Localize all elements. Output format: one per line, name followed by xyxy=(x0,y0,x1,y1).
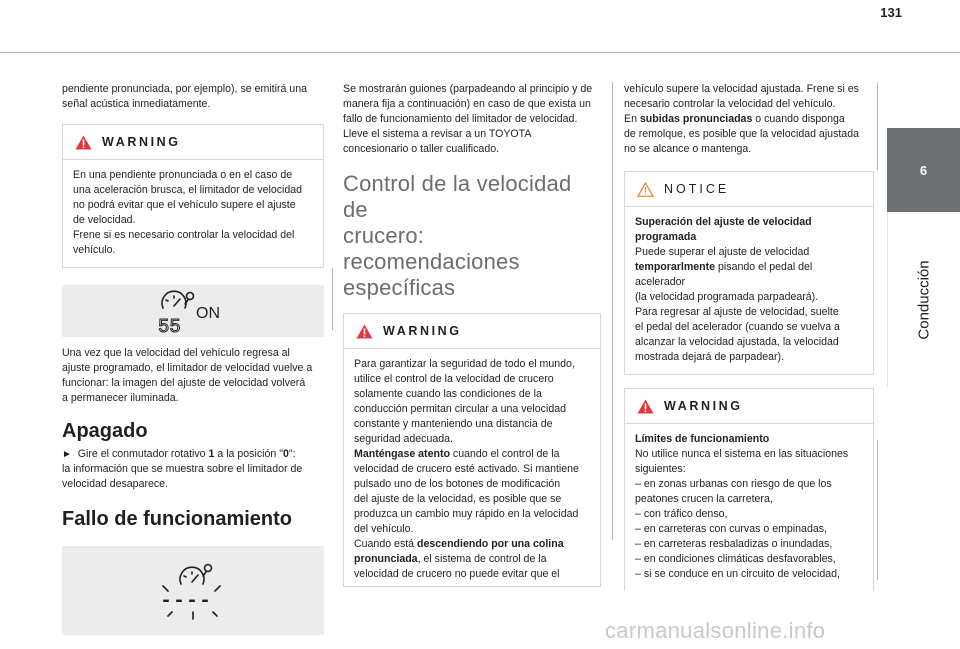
text-line: de remolque, es posible que la velocidad ajustada xyxy=(624,128,859,140)
warning-line: – en condiciones climáticas desfavorables, xyxy=(635,553,836,565)
bold-span: temporarlmente xyxy=(635,261,716,273)
text-span: Cuando está xyxy=(354,538,418,550)
notice-header xyxy=(625,172,873,207)
notice-line: Puede superar el ajuste de velocidad xyxy=(635,246,810,258)
text-line: ajuste programado, el limitador de velocidad vuelve a xyxy=(62,362,313,374)
text-span: En xyxy=(624,113,640,125)
bold-span: Límites de funcionamiento xyxy=(635,433,770,445)
notice-line: el pedal del acelerador (cuando se vuelva a xyxy=(635,321,840,333)
warning-heading xyxy=(635,432,863,447)
warning-triangle-icon xyxy=(356,324,373,339)
text-line: Una vez que la velocidad del vehículo regresa al xyxy=(62,347,290,359)
warning-header xyxy=(344,314,600,349)
warning-line xyxy=(354,552,590,567)
text-span: , el sistema de control de la xyxy=(417,553,547,565)
heading-fallo: Fallo de funcionamiento xyxy=(62,508,293,530)
bullet-arrow-icon: ► xyxy=(62,449,72,460)
notice-line: alcanzar la velocidad ajustada, la velocidad xyxy=(635,336,839,348)
column-2 xyxy=(343,82,601,587)
warning-line: del ajuste de la velocidad, es posible que se xyxy=(354,493,562,505)
page-number: 131 xyxy=(880,5,902,20)
warning-line: produzca un cambio muy rápido en la velocidad xyxy=(354,508,579,520)
column-divider xyxy=(877,82,878,170)
warning-triangle-icon xyxy=(637,399,654,414)
bold-span: pronunciada xyxy=(354,553,418,565)
warning-line: solamente cuando las condiciones de la xyxy=(354,388,542,400)
watermark: carmanualsonline.info xyxy=(605,618,826,643)
text-span: o cuando disponga xyxy=(752,113,845,125)
warning-header xyxy=(625,389,873,424)
column-divider xyxy=(332,268,333,330)
column-divider xyxy=(877,440,878,580)
text-line xyxy=(624,112,874,127)
warning-line xyxy=(354,537,590,552)
speedometer-fault-icon xyxy=(153,556,233,626)
speed-limiter-on-display xyxy=(62,285,324,337)
warning-box-limits xyxy=(624,388,874,591)
bold-span: Superación del ajuste de velocidad xyxy=(635,216,812,228)
warning-line: – en carreteras resbaladizas o inundadas, xyxy=(635,538,833,550)
column-divider xyxy=(612,82,613,540)
warning-triangle-icon xyxy=(75,135,92,150)
top-divider xyxy=(0,52,960,53)
notice-line xyxy=(635,260,863,290)
chapter-label: Conducción xyxy=(915,259,933,340)
text-span: Gire el conmutador rotativo xyxy=(77,448,209,460)
notice-heading xyxy=(635,215,863,230)
warning-line: de velocidad. xyxy=(73,214,136,226)
bold-span: 0 xyxy=(282,448,289,460)
warning-title: WARNING xyxy=(664,398,743,413)
bold-span: descendiendo por una colina xyxy=(417,538,564,550)
text-span: pisando el pedal del acelerador xyxy=(635,261,813,288)
return-paragraph xyxy=(62,346,324,406)
notice-line: mostrada dejará de parpadear). xyxy=(635,351,784,363)
bold-span: Manténgase atento xyxy=(354,448,450,460)
warning-line: – con tráfico denso, xyxy=(635,508,728,520)
text-line: a permanecer iluminada. xyxy=(62,392,179,404)
text-span: a la posición " xyxy=(214,448,283,460)
warning-line: pulsado uno de los botones de modificación xyxy=(354,478,561,490)
fault-dashes: ---- xyxy=(160,589,213,613)
notice-box xyxy=(624,171,874,375)
chapter-label-wrap xyxy=(887,212,960,387)
text-line: Se mostrarán guiones (parpadeando al principio y de xyxy=(343,83,593,95)
notice-triangle-icon xyxy=(637,182,654,197)
column-3 xyxy=(624,82,874,591)
warning-line xyxy=(354,447,590,462)
speedometer-on-icon xyxy=(153,288,233,334)
text-line: concesionario o taller cualificado. xyxy=(343,143,500,155)
chapter-number: 6 xyxy=(887,128,960,212)
warning-header xyxy=(63,125,323,160)
intro-text: pendiente pronunciada, por ejemplo), se emitirá una señal acústica inmediatamente. xyxy=(62,83,307,110)
text-line: fallo de funcionamiento del limitador de velocidad. xyxy=(343,113,578,125)
column-1 xyxy=(62,82,324,635)
notice-line: (la velocidad programada parpadeará). xyxy=(635,291,819,303)
bold-span: 1 xyxy=(208,448,215,460)
warning-line: del vehículo. xyxy=(354,523,414,535)
warning-line: velocidad de crucero no puede evitar que el xyxy=(354,568,560,580)
warning-title: WARNING xyxy=(383,323,462,338)
text-line: funcionar: la imagen del ajuste de velocidad volverá xyxy=(62,377,306,389)
notice-heading xyxy=(635,230,863,245)
warning-line: constante y manteniendo una distancia de xyxy=(354,418,553,430)
warning-line: velocidad de crucero esté activado. Si mantiene xyxy=(354,463,579,475)
speed-dashes: 55 xyxy=(158,316,181,334)
warning-line: – si se conduce en un circuito de velocidad, xyxy=(635,568,840,580)
warning-box-cruise xyxy=(343,313,601,587)
text-line: Lleve el sistema a revisar a un TOYOTA xyxy=(343,128,532,140)
warning-line: vehículo. xyxy=(73,244,116,256)
warning-box-speed-limit xyxy=(62,124,324,268)
warning-line: peatones crucen la carretera, xyxy=(635,493,773,505)
warning-line: una aceleración brusca, el limitador de velocidad xyxy=(73,184,303,196)
warning-line: Frene si es necesario controlar la velocidad del xyxy=(73,229,295,241)
notice-line: Para regresar al ajuste de velocidad, suelte xyxy=(635,306,839,318)
text-line xyxy=(62,447,324,462)
on-label: ON xyxy=(196,305,220,322)
text-line: necesario controlar la velocidad del vehículo. xyxy=(624,98,836,110)
text-line: velocidad desaparece. xyxy=(62,478,169,490)
text-line: no se alcance o mantenga. xyxy=(624,143,752,155)
warning-title: WARNING xyxy=(102,134,181,149)
heading-line: Control de la velocidad de xyxy=(343,171,572,222)
warning-line: siguientes: xyxy=(635,463,686,475)
heading-line: crucero: recomendaciones xyxy=(343,223,520,274)
heading-line: específicas xyxy=(343,275,456,300)
warning-line: utilice el control de la velocidad de crucero xyxy=(354,373,554,385)
chapter-side-tab xyxy=(887,128,960,387)
bold-span: programada xyxy=(635,231,697,243)
warning-line: – en zonas urbanas con riesgo de que los xyxy=(635,478,832,490)
text-line: vehículo supere la velocidad ajustada. Frene si es xyxy=(624,83,859,95)
warning-line: En una pendiente pronunciada o en el caso de xyxy=(73,169,293,181)
heading-apagado: Apagado xyxy=(62,420,148,442)
warning-line: – en carreteras con curvas o empinadas, xyxy=(635,523,827,535)
warning-line: No utilice nunca el sistema en las situaciones xyxy=(635,448,849,460)
text-line: la información que se muestra sobre el limitador de xyxy=(62,463,303,475)
warning-line: seguridad adecuada. xyxy=(354,433,453,445)
text-span: ": xyxy=(288,448,296,460)
text-line: manera fija a continuación) en caso de que exista un xyxy=(343,98,591,110)
warning-line: no podrá evitar que el vehículo supere el ajuste xyxy=(73,199,296,211)
off-instruction xyxy=(62,447,324,492)
text-span: cuando el control de la xyxy=(449,448,560,460)
warning-line: Para garantizar la seguridad de todo el mundo, xyxy=(354,358,575,370)
bold-span: subidas pronunciadas xyxy=(639,113,753,125)
notice-title: NOTICE xyxy=(664,181,730,196)
heading-cruise-control xyxy=(343,171,601,301)
warning-line: conducción permitan circular a una velocidad xyxy=(354,403,566,415)
malfunction-display xyxy=(62,546,324,635)
